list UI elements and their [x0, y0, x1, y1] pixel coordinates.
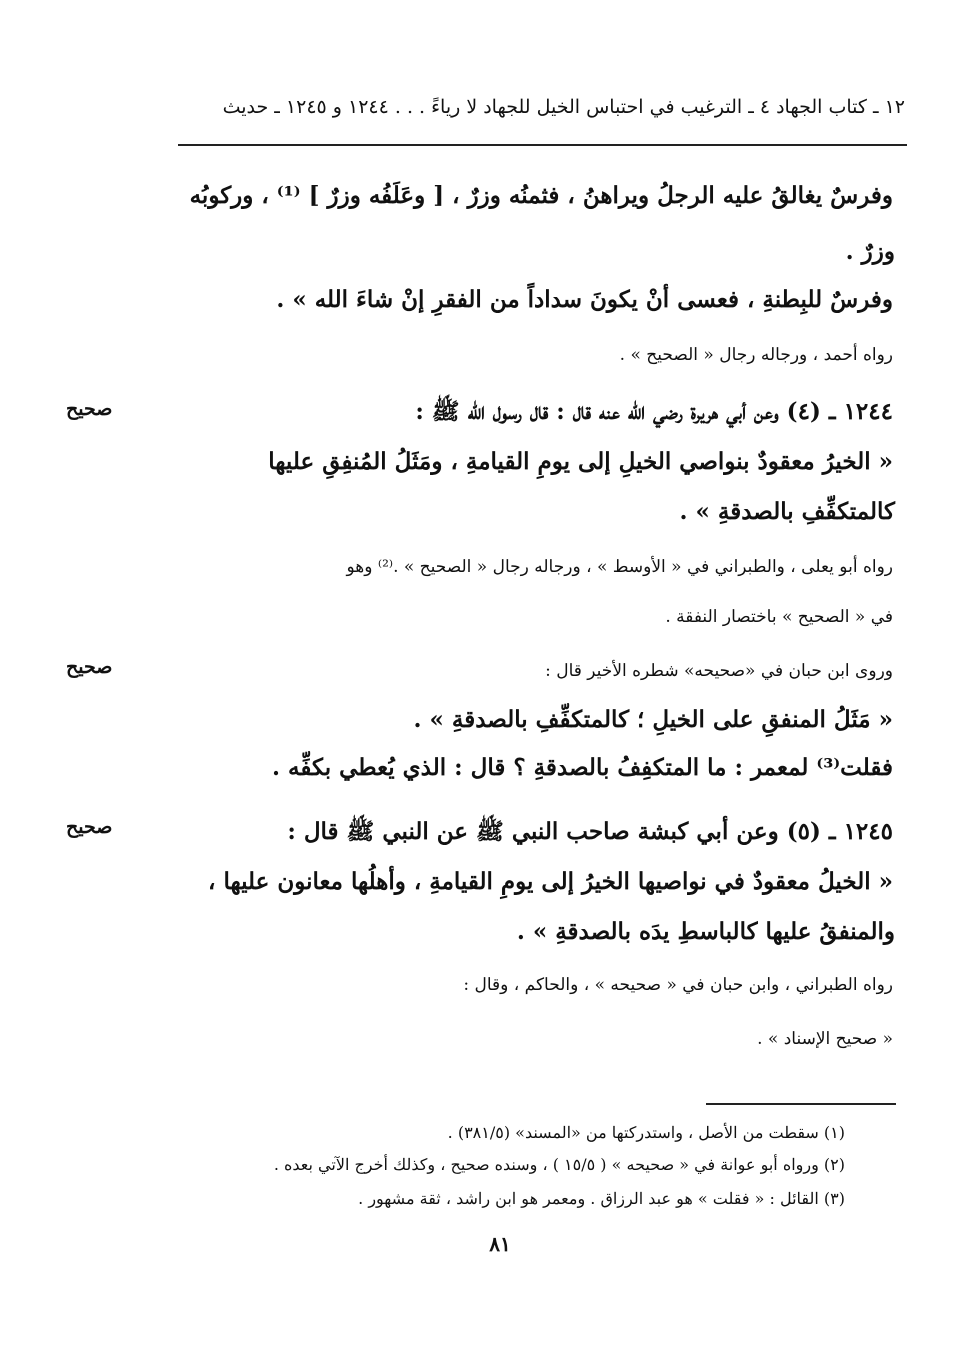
- hadith-1245-source-2: « صحيح الإسناد » .: [757, 1029, 893, 1049]
- grade-label-1245: صحيح: [66, 816, 113, 838]
- narration-ahmad: رواه أحمد ، ورجاله رجال « الصحيح » .: [619, 345, 893, 365]
- hadith-1245-text-1: « الخيلُ معقودٌ في نواصيها الخيرُ إلى يومِ القيامةِ ، وأهلُها معانون عليها ،: [208, 868, 893, 895]
- hadith-1244-intro: ١٢٤٤ ـ (٤) وعن أبي هريرة رضي الله عنه قال : قال رسول الله ﷺ :: [415, 398, 893, 425]
- text-line-2: وزرٌ .: [845, 238, 895, 265]
- text-line-1: وفرسٌ يغالقُ عليه الرجلُ ويراهنُ ، فثمنُه وزرٌ ، [ وعَلَفُه وزرٌ ] ⁽¹⁾ ، وركوبُه: [189, 182, 893, 209]
- hadith-1245-source-1: رواه الطبراني ، وابن حبان في « صحيحه » ، والحاكم ، وقال :: [463, 975, 893, 995]
- footnote-3: (٣) القائل : « فقلت » هو عبد الرزاق . ومعمر هو ابن راشد ، ثقة مشهور .: [358, 1189, 845, 1208]
- hadith-1245-text-2: والمنفقُ عليها كالباسطِ يدَه بالصدقةِ » .: [516, 918, 895, 945]
- mamar-question: فقلت⁽³⁾ لمعمر : ما المتكفِفُ بالصدقةِ ؟ قال : الذي يُعطي بكفِّه .: [272, 754, 893, 781]
- hadith-1245-intro: ١٢٤٥ ـ (٥) وعن أبي كبشة صاحب النبي ﷺ عن النبي ﷺ قال :: [287, 818, 893, 845]
- running-header: ١٢ ـ كتاب الجهاد ٤ ـ الترغيب في احتباس الخيل للجهاد لا رياءً . . . ١٢٤٤ و ١٢٤٥ ـ حديث: [222, 96, 905, 118]
- text-line-3: وفرسٌ للبِطنةِ ، فعسى أنْ يكونَ سداداً من الفقرِ إنْ شاءَ الله » .: [276, 286, 893, 313]
- hadith-1244-text-2: كالمتكفِّفِ بالصدقةِ » .: [679, 498, 895, 525]
- header-rule: [178, 144, 907, 146]
- hadith-1244-source-1: رواه أبو يعلى ، والطبراني في « الأوسط » ، ورجاله رجال « الصحيح » .⁽²⁾ وهو: [346, 557, 893, 577]
- hadith-1244-text-1: « الخيرُ معقودٌ بنواصي الخيلِ إلى يومِ القيامةِ ، ومَثَلُ المُنفِقِ عليها: [268, 448, 893, 475]
- ibn-hibban-text: « مَثَلُ المنفقِ على الخيلِ ؛ كالمتكفِّفِ بالصدقةِ » .: [413, 706, 893, 733]
- grade-label-ibn-hibban: صحيح: [66, 656, 113, 678]
- hadith-1244-source-2: في « الصحيح » باختصار النفقة .: [665, 607, 893, 627]
- footnote-rule: [706, 1103, 896, 1105]
- footnote-1: (١) سقطت من الأصل ، واستدركتها من «المسند» (٣٨١/٥) .: [447, 1123, 845, 1142]
- grade-label-1244: صحيح: [66, 398, 113, 420]
- page-number: ٨١: [489, 1232, 511, 1256]
- ibn-hibban-intro: وروى ابن حبان في «صحيحه» شطره الأخير قال :: [545, 661, 893, 681]
- footnote-2: (٢) ورواه أبو عوانة في « صحيحه » ( ١٥/٥ ) ، وسنده صحيح ، وكذلك أخرج الآتي بعده .: [273, 1155, 845, 1174]
